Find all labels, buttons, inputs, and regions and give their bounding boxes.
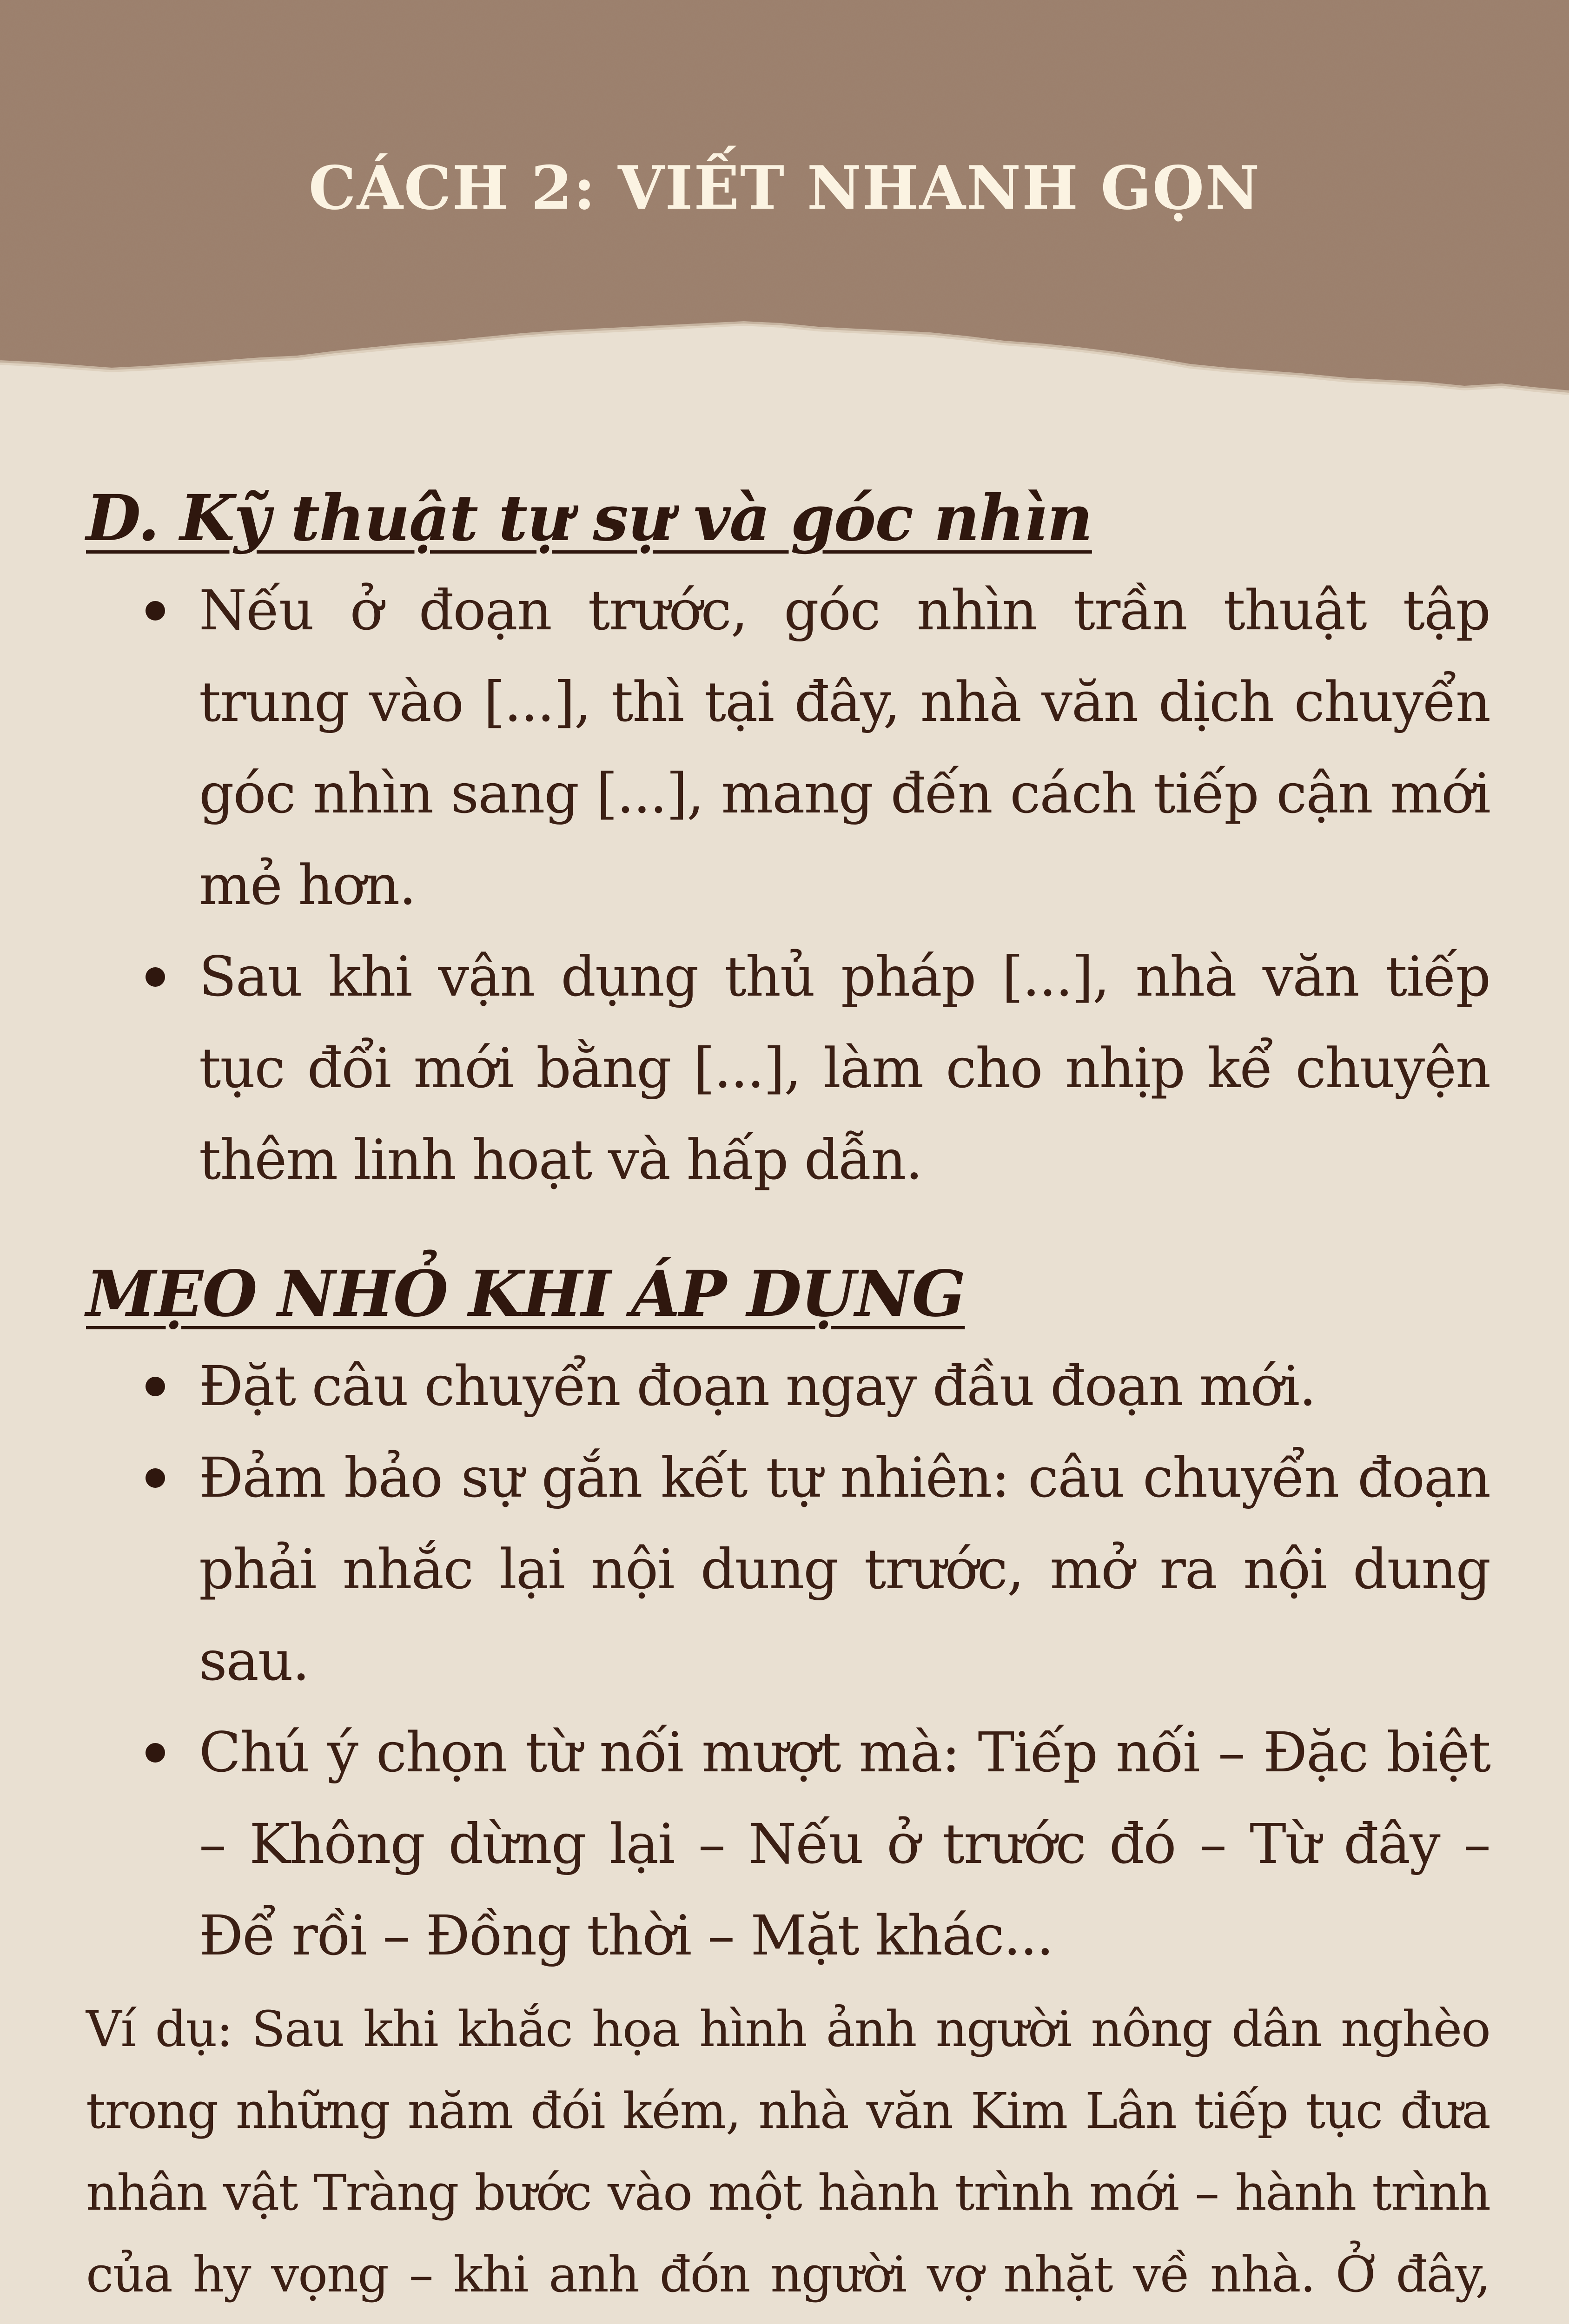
list-item (199, 1340, 1490, 1432)
bullet-icon (146, 601, 165, 621)
bullet-icon (146, 967, 165, 987)
example-paragraph: Ví dụ: Sau khi khắc họa hình ảnh người nông dân nghèo trong những năm đói kém, nhà văn Kim Lân tiếp tục đưa nhân vật Tràng bước vào một hành trình mới – hành trình của hy vọng – khi anh đón người vợ nhặt về nhà. Ở đây, (86, 2000, 1490, 2303)
list-item-text: Đặt câu chuyển đoạn ngay đầu đoạn mới. (199, 1354, 1316, 1418)
bullet-icon (146, 1468, 165, 1488)
list-item (199, 931, 1490, 1206)
bullet-icon (146, 1377, 165, 1396)
section-heading-tips: MẸO NHỎ KHI ÁP DỤNG (86, 1257, 965, 1331)
tips-list (86, 1340, 1490, 1981)
page-title: CÁCH 2: VIẾT NHANH GỌN (308, 153, 1261, 223)
list-item-text: Chú ý chọn từ nối mượt mà: Tiếp nối – Đặc biệt – Không dừng lại – Nếu ở trước đó – Từ đây – Để rồi – Đồng thời – Mặt khác... (199, 1720, 1490, 1967)
list-item (199, 1707, 1490, 1981)
list-item-text: Đảm bảo sự gắn kết tự nhiên: câu chuyển đoạn phải nhắc lại nội dung trước, mở ra nội dung sau. (199, 1446, 1490, 1693)
header-banner (0, 0, 1569, 400)
list-item (199, 1432, 1490, 1707)
section-heading-narrative-technique: D. Kỹ thuật tự sự và góc nhìn (86, 481, 1092, 555)
list-item (199, 565, 1490, 931)
narrative-technique-list (86, 565, 1490, 1206)
bullet-icon (146, 1743, 165, 1763)
list-item-text: Nếu ở đoạn trước, góc nhìn trần thuật tập trung vào [...], thì tại đây, nhà văn dịch chuyển góc nhìn sang [...], mang đến cách tiếp cận mới mẻ hơn. (199, 578, 1490, 917)
main-content (86, 472, 1490, 2324)
list-item-text: Sau khi vận dụng thủ pháp [...], nhà văn tiếp tục đổi mới bằng [...], làm cho nhịp kể chuyện thêm linh hoạt và hấp dẫn. (199, 944, 1490, 1192)
